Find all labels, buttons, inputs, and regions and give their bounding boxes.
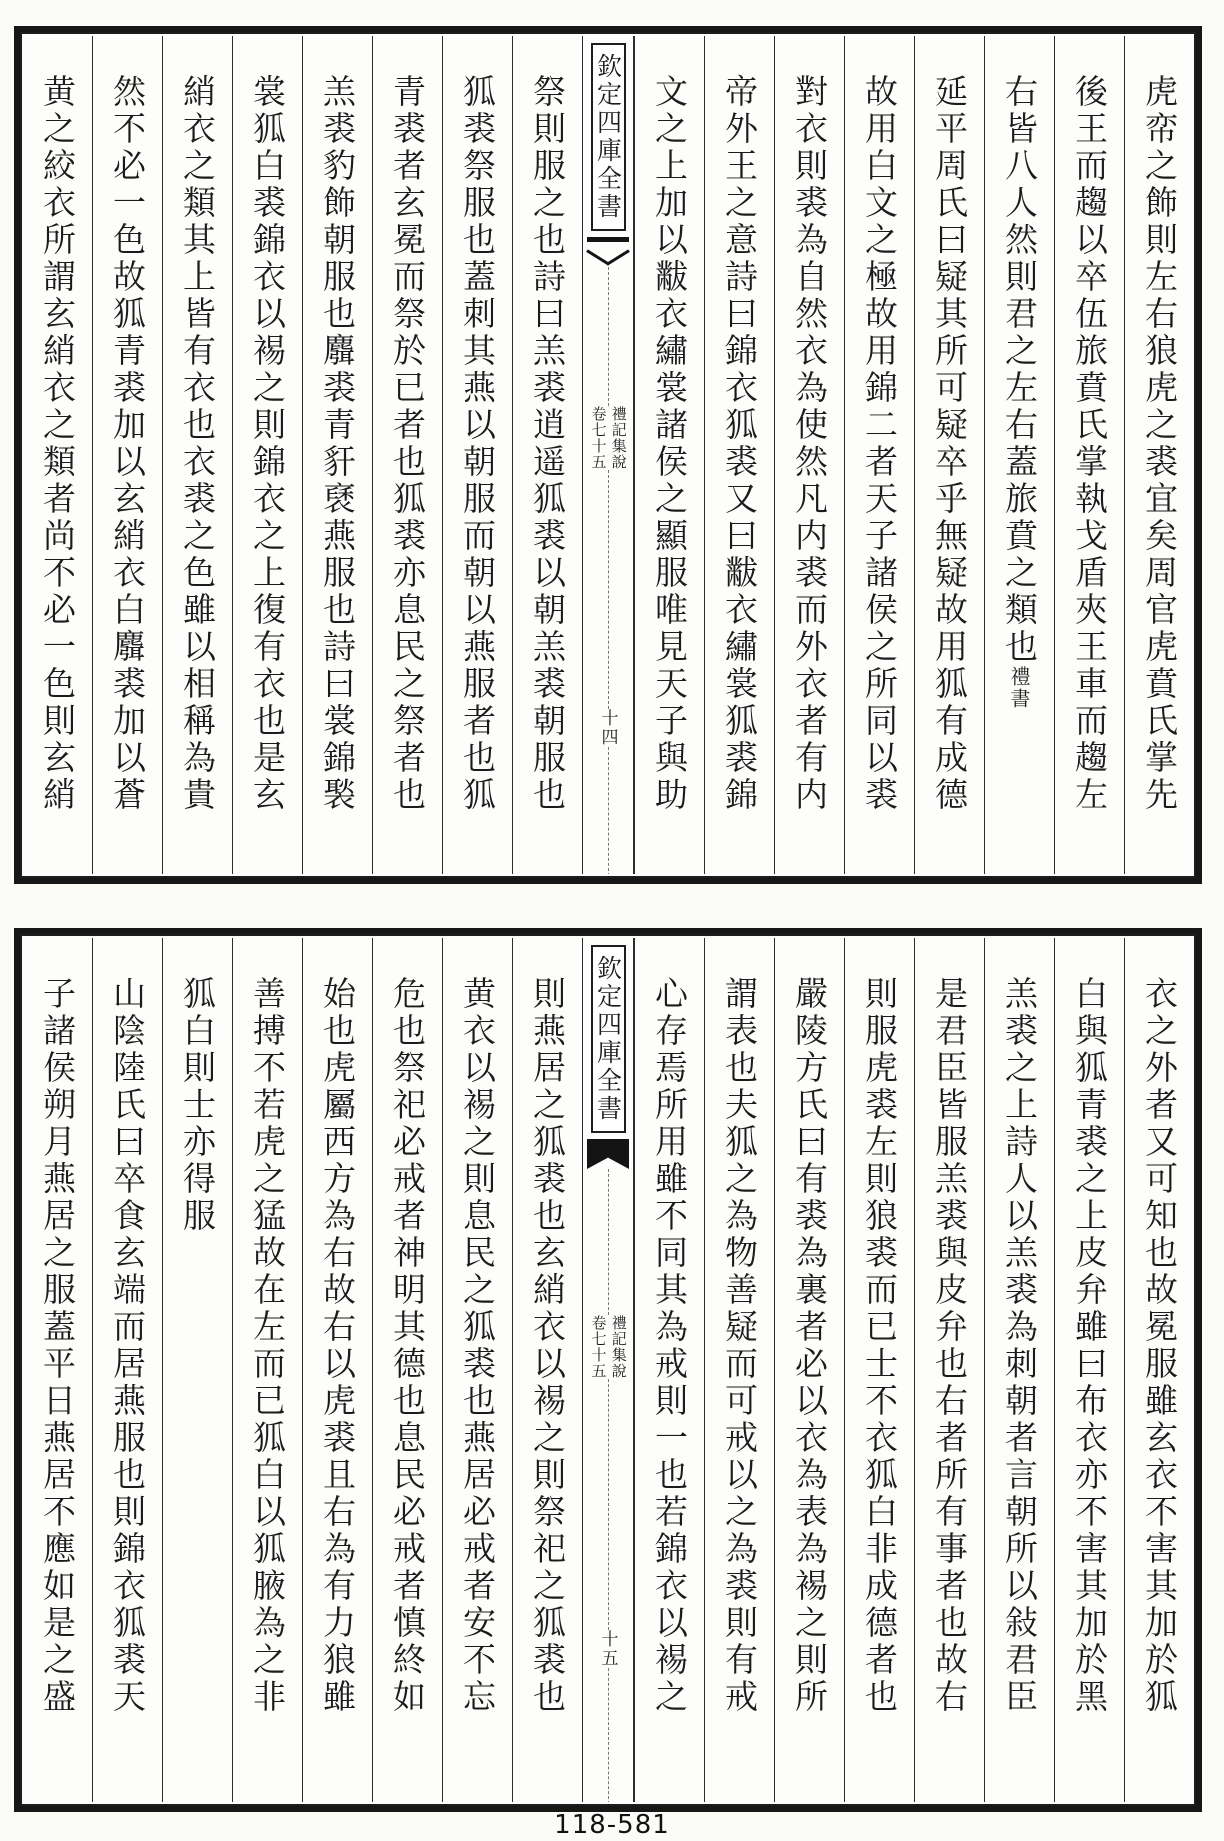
text-column	[22, 34, 92, 876]
fold-dashed-line	[608, 747, 609, 876]
text-column	[1124, 34, 1194, 876]
text-column	[162, 34, 232, 876]
column-text: 羔裘之上詩人以羔裘為刺朝者言朝所以敍君臣	[1000, 976, 1039, 1716]
text-column	[1054, 34, 1124, 876]
upper-banxin-fold-column	[582, 34, 634, 876]
text-column	[92, 34, 162, 876]
column-text: 狐裘祭服也蓋刺其燕以朝服而朝以燕服者也狐	[458, 74, 497, 814]
column-text: 祭則服之也詩曰羔裘逍遥狐裘以朝羔裘朝服也	[528, 74, 567, 814]
column-text: 衣之外者又可知也故冕服雖玄衣不害其加於狐	[1140, 976, 1179, 1716]
fold-dashed-line	[608, 267, 609, 406]
column-text: 則燕居之狐裘也玄綃衣以裼之則祭祀之狐裘也	[528, 976, 567, 1716]
banxin-work-title: 禮記集說	[609, 406, 628, 471]
column-text: 後王而趨以卒伍旅賁氏掌執戈盾夾王車而趨左	[1070, 74, 1109, 814]
column-text: 延平周氏曰疑其所可疑卒乎無疑故用狐有成德	[930, 74, 969, 814]
text-column	[512, 34, 582, 876]
text-column	[512, 936, 582, 1804]
lower-banxin-fold-column	[582, 936, 634, 1804]
text-column	[634, 936, 704, 1804]
column-text: 青裘者玄冕而祭於已者也狐裘亦息民之祭者也	[388, 74, 427, 814]
fishtail-mark-icon	[587, 237, 629, 267]
text-column	[372, 34, 442, 876]
text-column	[844, 936, 914, 1804]
column-text: 則服虎裘左則狼裘而已士不衣狐白非成德者也	[860, 976, 899, 1716]
fold-dashed-line	[608, 1379, 609, 1630]
column-text: 故用白文之極故用錦二者天子諸侯之所同以裘	[860, 74, 899, 814]
banxin-page-number: 十四	[597, 708, 618, 747]
text-column	[1054, 936, 1124, 1804]
banxin-work-volume	[589, 406, 627, 470]
column-text: 是君臣皆服羔裘與皮弁也右者所有事者也故右	[930, 976, 969, 1716]
column-text: 帝外王之意詩曰錦衣狐裘又曰黻衣繡裳狐裘錦	[720, 74, 759, 814]
banxin-series-title: 欽定四庫全書	[591, 43, 626, 231]
text-column	[162, 936, 232, 1804]
text-column	[984, 34, 1054, 876]
upper-text-block	[14, 26, 1202, 884]
text-column	[232, 936, 302, 1804]
column-text: 綃衣之類其上皆有衣也衣裘之色雖以相稱為貴	[178, 74, 217, 814]
column-text: 然不必一色故狐青裘加以玄綃衣白麛裘加以蒼	[108, 74, 147, 814]
text-column	[22, 936, 92, 1804]
text-column	[774, 936, 844, 1804]
text-column	[372, 936, 442, 1804]
lower-block-frame	[20, 934, 1196, 1806]
column-text: 危也祭祀必戒者神明其德也息民必戒者慎終如	[388, 976, 427, 1716]
upper-right-half-columns	[634, 34, 1194, 876]
text-column	[704, 34, 774, 876]
column-text: 山陰陸氏曰卒食玄端而居燕服也則錦衣狐裘天	[108, 976, 147, 1716]
column-text: 謂表也夫狐之為物善疑而可戒以之為裘則有戒	[720, 976, 759, 1716]
upper-left-half-columns	[22, 34, 582, 876]
fold-dashed-line	[608, 1668, 609, 1804]
lower-text-block	[14, 928, 1202, 1812]
upper-block-frame	[20, 32, 1196, 878]
banxin-series-title: 欽定四庫全書	[591, 945, 626, 1133]
banxin-page-number: 十五	[597, 1630, 618, 1669]
text-column	[774, 34, 844, 876]
text-column	[914, 34, 984, 876]
column-text: 裳狐白裘錦衣以裼之則錦衣之上復有衣也是玄	[248, 74, 287, 814]
text-column	[704, 936, 774, 1804]
text-column	[442, 34, 512, 876]
text-column	[914, 936, 984, 1804]
text-column	[1124, 936, 1194, 1804]
column-text: 羔裘豹飾朝服也麛裘青豻褎燕服也詩曰裳錦褧	[318, 74, 357, 814]
column-text: 子諸侯朔月燕居之服蓋平日燕居不應如是之盛	[38, 976, 77, 1716]
banxin-work-volume	[589, 1315, 627, 1379]
text-column	[634, 34, 704, 876]
text-column	[984, 936, 1054, 1804]
text-column	[302, 34, 372, 876]
column-text: 始也虎屬西方為右故右以虎裘且右為有力狼雖	[318, 976, 357, 1716]
column-text: 嚴陵方氏曰有裘為裏者必以衣為表為裼之則所	[790, 976, 829, 1716]
fold-dashed-line	[608, 470, 609, 709]
folio-number: 118-581	[554, 1810, 670, 1840]
column-text: 善搏不若虎之猛故在左而已狐白以狐腋為之非	[248, 976, 287, 1716]
fishtail-mark-icon	[587, 1139, 629, 1169]
column-text: 黄衣以裼之則息民之狐裘也燕居必戒者安不忘	[458, 976, 497, 1716]
text-column	[302, 936, 372, 1804]
lower-left-half-columns	[22, 936, 582, 1804]
column-text: 狐白則士亦得服	[178, 976, 217, 1235]
banxin-volume: 卷七十五	[589, 406, 608, 471]
column-small-note: 禮書	[1007, 666, 1031, 710]
column-text: 虎帟之飾則左右狼虎之裘宜矣周官虎賁氏掌先	[1140, 74, 1179, 814]
text-column	[92, 936, 162, 1804]
column-text: 白與狐青裘之上皮弁雖曰布衣亦不害其加於黑	[1070, 976, 1109, 1716]
column-text: 黄之絞衣所謂玄綃衣之類者尚不必一色則玄綃	[38, 74, 77, 814]
text-column	[442, 936, 512, 1804]
column-text: 心存焉所用雖不同其為戒則一也若錦衣以裼之	[650, 976, 689, 1716]
lower-right-half-columns	[634, 936, 1194, 1804]
text-column	[232, 34, 302, 876]
column-text: 對衣則裘為自然衣為使然凡内裘而外衣者有内	[790, 74, 829, 814]
text-column	[844, 34, 914, 876]
banxin-volume: 卷七十五	[589, 1315, 608, 1380]
column-text: 文之上加以黻衣繡裳諸侯之顯服唯見天子與助	[650, 74, 689, 814]
fold-dashed-line	[608, 1169, 609, 1315]
banxin-work-title: 禮記集說	[609, 1315, 628, 1380]
column-text: 右皆八人然則君之左右蓋旅賁之類也	[1000, 74, 1039, 666]
